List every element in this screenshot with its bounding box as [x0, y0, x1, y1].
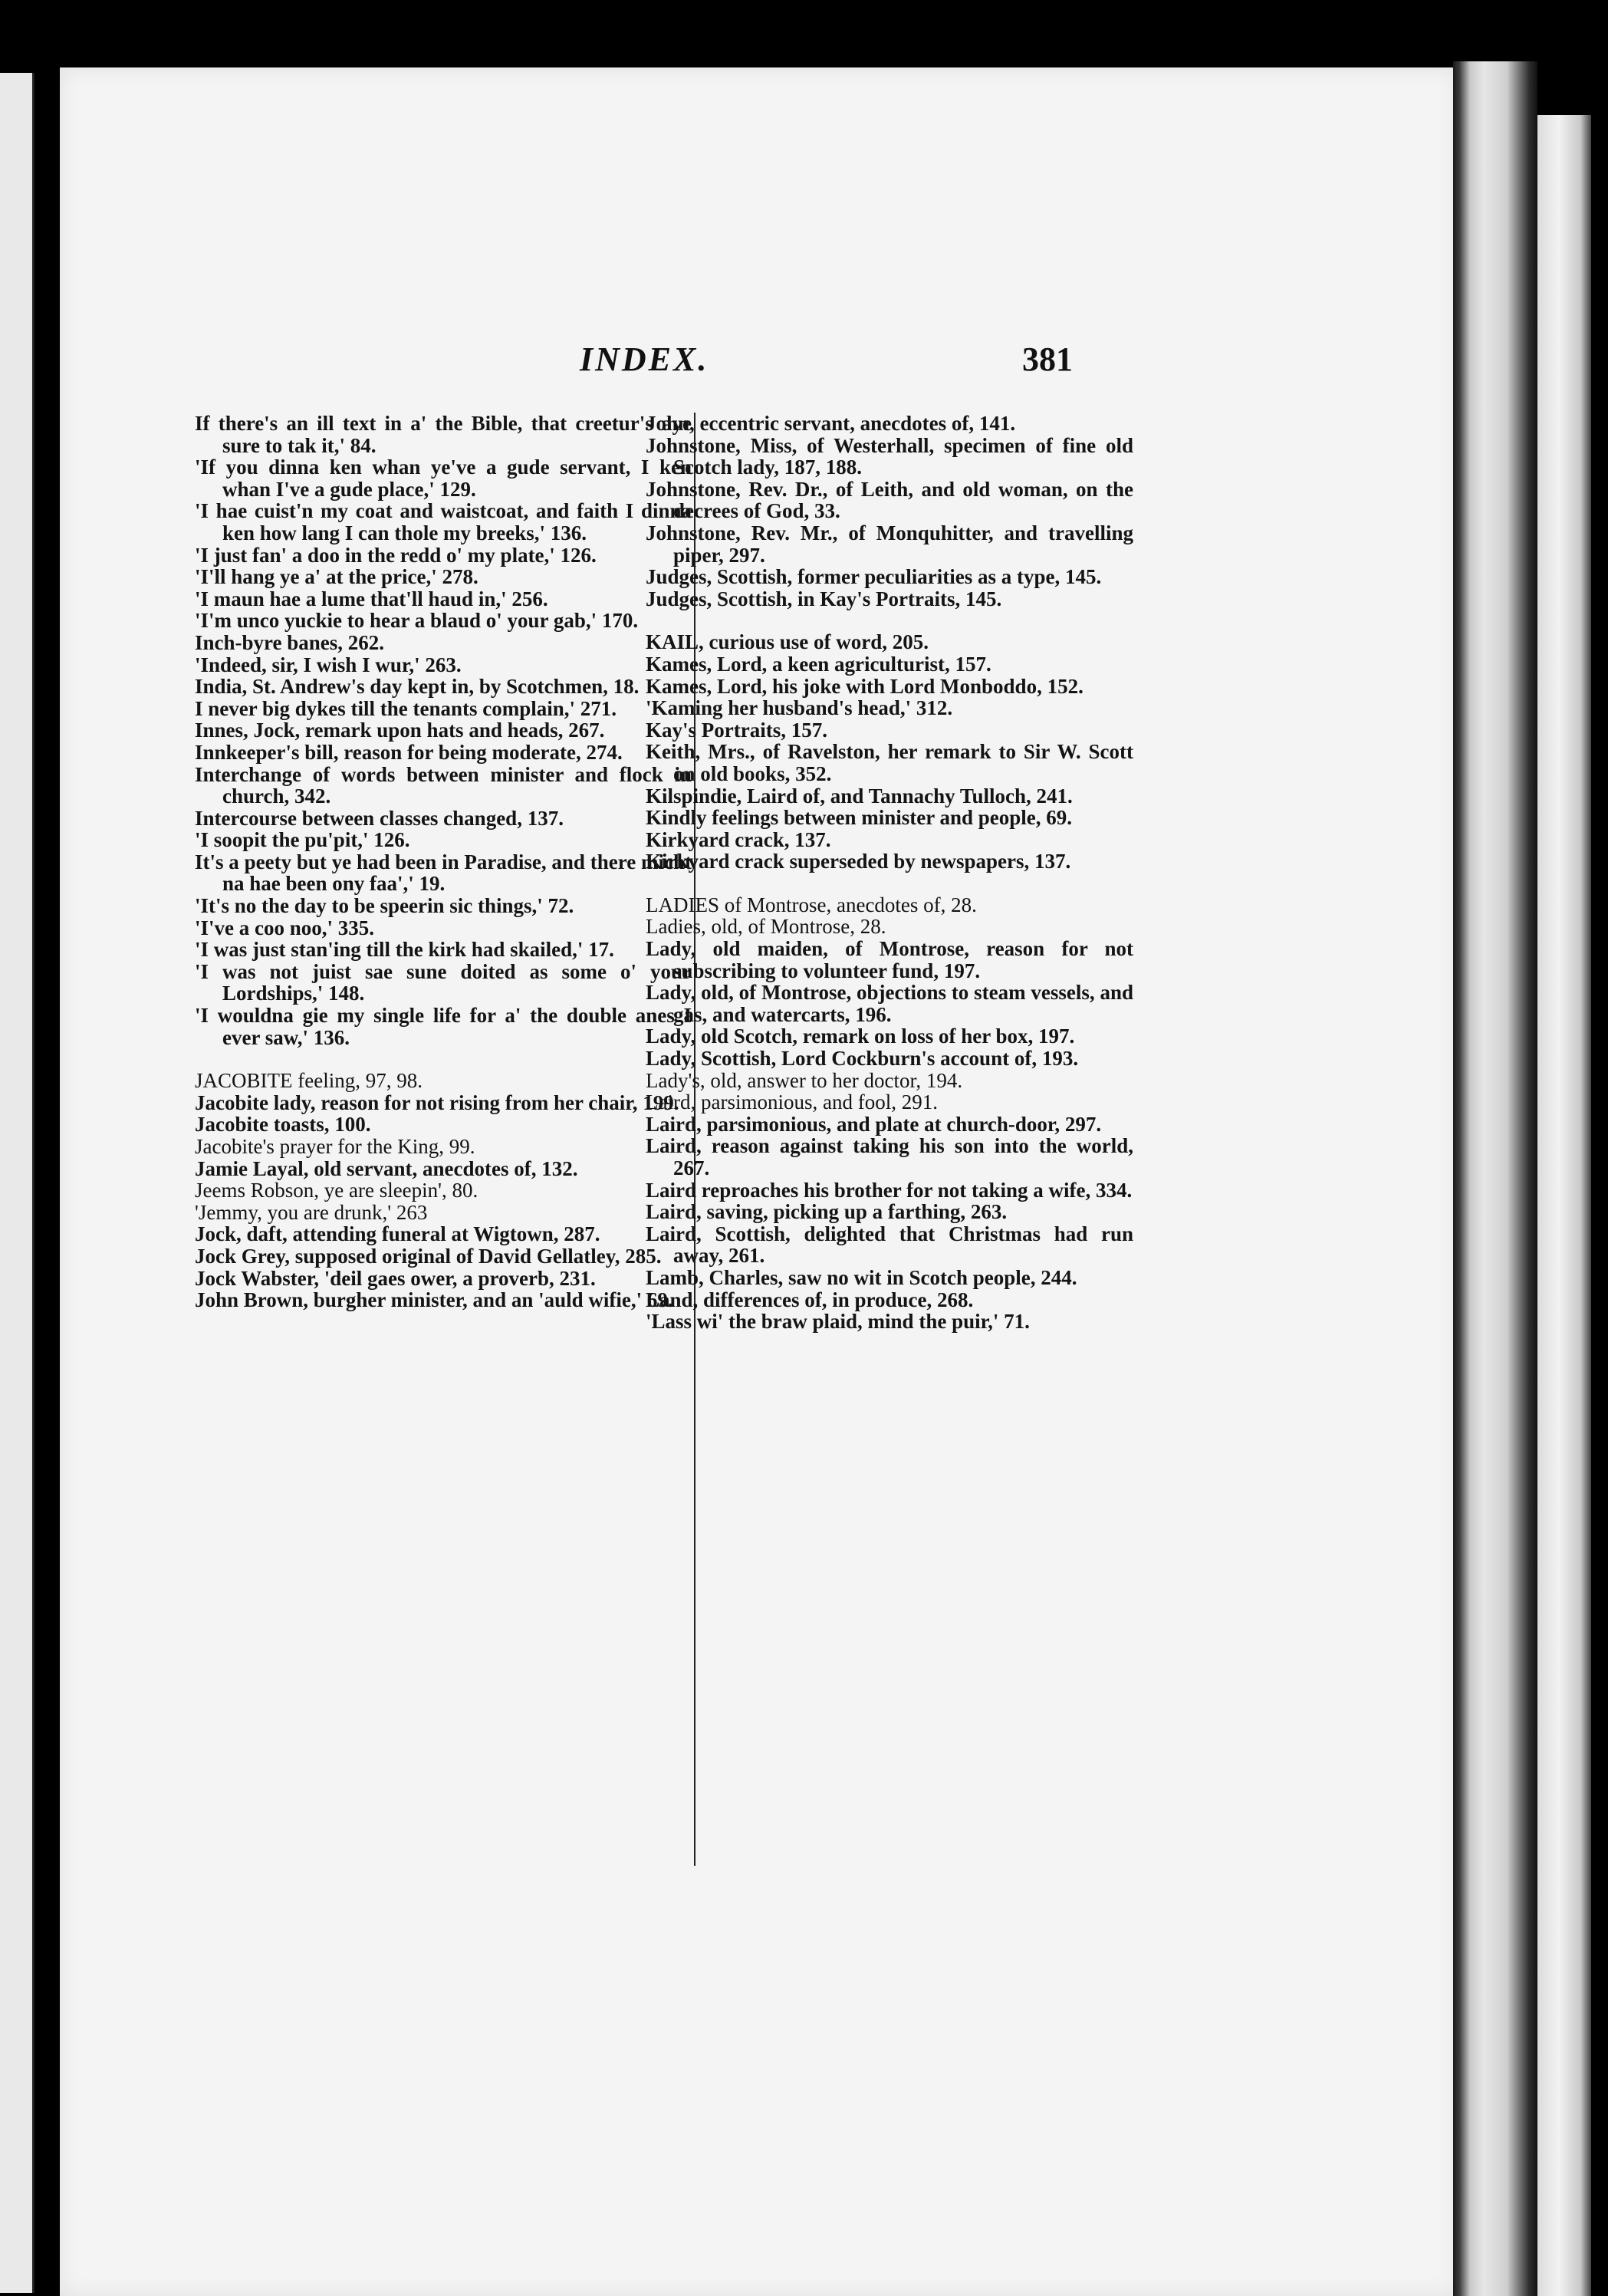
index-column-left [195, 413, 692, 1311]
section-gap [646, 873, 1133, 894]
index-entry: Lady, old maiden, of Montrose, reason for not subscribing to volunteer fund, 197. [646, 937, 1133, 982]
index-entry: John Brown, burgher minister, and an 'auld wifie,' 69. [195, 1288, 673, 1312]
index-entry: Judges, Scottish, former peculiarities as a type, 145. [646, 565, 1102, 589]
index-entry: Intercourse between classes changed, 137. [195, 806, 564, 830]
index-entry: Laird reproaches his brother for not taking a wife, 334. [646, 1178, 1133, 1202]
index-entry: Inch-byre banes, 262. [195, 630, 385, 654]
index-entry: Kirkyard crack, 137. [646, 827, 831, 851]
index-entry: If there's an ill text in a' the Bible, that creetur's aye sure to tak it,' 84. [195, 412, 692, 457]
index-entry: 'I wouldna gie my single life for a' the double anes I ever saw,' 136. [195, 1004, 692, 1049]
index-entry: Jock Wabster, 'deil gaes ower, a proverb, 231. [195, 1266, 596, 1290]
index-entry: Laird, Scottish, delighted that Christmas had run away, 261. [646, 1222, 1133, 1268]
index-entry: Judges, Scottish, in Kay's Portraits, 145. [646, 587, 1002, 610]
index-entry: 'I soopit the pu'pit,' 126. [195, 828, 410, 852]
index-entry: Lady's, old, answer to her doctor, 194. [646, 1068, 963, 1092]
index-entry: Lady, Scottish, Lord Cockburn's account of, 193. [646, 1047, 1079, 1071]
index-entry: 'I maun hae a lume that'll haud in,' 256. [195, 587, 548, 610]
index-entry: Jock, daft, attending funeral at Wigtown, 287. [195, 1222, 600, 1246]
index-entry: Laird, parsimonious, and fool, 291. [646, 1090, 938, 1114]
index-entry: 'I've a coo noo,' 335. [195, 916, 374, 939]
index-entry: LADIES of Montrose, anecdotes of, 28. [646, 893, 977, 916]
section-gap [195, 1048, 692, 1070]
index-entry: 'If you dinna ken whan ye've a gude servant, I ken whan I've a gude place,' 129. [195, 456, 692, 501]
index-entry: Lady, old, of Montrose, objections to steam vessels, and gas, and watercarts, 196. [646, 981, 1133, 1026]
index-entry: Johnstone, Miss, of Westerhall, specimen of fine old Scotch lady, 187, 188. [646, 433, 1133, 479]
index-entry: 'Jemmy, you are drunk,' 263 [195, 1200, 428, 1224]
index-entry: Jacobite toasts, 100. [195, 1113, 371, 1136]
index-entry: Laird, reason against taking his son into the world, 267. [646, 1134, 1133, 1179]
index-entry: 'I hae cuist'n my coat and waistcoat, and faith I dinna ken how lang I can thole my breeks,' 136. [195, 499, 692, 544]
index-entry: Laird, saving, picking up a farthing, 263. [646, 1200, 1008, 1224]
index-entry: Jamie Layal, old servant, anecdotes of, 132. [195, 1156, 578, 1180]
index-entry: John, eccentric servant, anecdotes of, 141. [646, 412, 1016, 435]
index-entry: It's a peety but ye had been in Paradise, and there micht na hae been ony faa',' 19. [195, 850, 692, 896]
section-gap [646, 610, 1133, 631]
book-page [60, 67, 1458, 2296]
index-entry: 'Kaming her husband's head,' 312. [646, 696, 953, 720]
index-entry: I never big dykes till the tenants complain,' 271. [195, 696, 617, 720]
index-entry: Johnstone, Rev. Mr., of Monquhitter, and travelling piper, 297. [646, 521, 1133, 567]
index-entry: 'Lass wi' the braw plaid, mind the puir,' 71. [646, 1310, 1030, 1334]
index-entry: Kames, Lord, a keen agriculturist, 157. [646, 652, 991, 676]
index-entry: 'It's no the day to be speerin sic things,' 72. [195, 894, 574, 918]
page-edges [1537, 115, 1591, 2296]
index-entry: Interchange of words between minister and flock in church, 342. [195, 762, 692, 808]
index-entry: Kilspindie, Laird of, and Tannachy Tulloch, 241. [646, 784, 1073, 808]
index-entry: 'Indeed, sir, I wish I wur,' 263. [195, 653, 462, 676]
index-entry: Kay's Portraits, 157. [646, 718, 827, 742]
index-entry: Keith, Mrs., of Ravelston, her remark to Sir W. Scott on old books, 352. [646, 740, 1133, 785]
index-entry: KAIL, curious use of word, 205. [646, 630, 929, 654]
index-entry: Lady, old Scotch, remark on loss of her box, 197. [646, 1025, 1075, 1048]
index-entry: 'I'm unco yuckie to hear a blaud o' your gab,' 170. [195, 609, 639, 633]
index-entry: Laird, parsimonious, and plate at church-door, 297. [646, 1112, 1102, 1136]
page-number: 381 [1022, 340, 1073, 378]
running-header [60, 340, 1458, 386]
index-entry: Kames, Lord, his joke with Lord Monboddo, 152. [646, 674, 1084, 698]
index-entry: 'I just fan' a doo in the redd o' my plate,' 126. [195, 543, 597, 567]
index-entry: Jock Grey, supposed original of David Gellatley, 285. [195, 1244, 662, 1268]
index-entry: Ladies, old, of Montrose, 28. [646, 915, 886, 939]
index-entry: Jacobite lady, reason for not rising from her chair, 199. [195, 1090, 679, 1114]
index-entry: Jacobite's prayer for the King, 99. [195, 1135, 475, 1158]
index-entry: JACOBITE feeling, 97, 98. [195, 1069, 423, 1093]
previous-page-edge [0, 73, 35, 2293]
index-entry: Innkeeper's bill, reason for being moderate, 274. [195, 740, 623, 764]
index-entry: Land, differences of, in produce, 268. [646, 1288, 974, 1311]
index-entry: India, St. Andrew's day kept in, by Scotchmen, 18. [195, 675, 640, 699]
page-title: INDEX. [580, 340, 709, 378]
index-entry: Jeems Robson, ye are sleepin', 80. [195, 1179, 478, 1202]
book-spine [1453, 61, 1537, 2296]
index-entry: Lamb, Charles, saw no wit in Scotch people, 244. [646, 1265, 1077, 1289]
index-entry: Kirkyard crack superseded by newspapers, 137. [646, 850, 1071, 873]
index-entry: Johnstone, Rev. Dr., of Leith, and old woman, on the decrees of God, 33. [646, 477, 1133, 523]
index-column-right [646, 413, 1133, 1333]
index-entry: 'I'll hang ye a' at the price,' 278. [195, 565, 478, 589]
index-entry: Innes, Jock, remark upon hats and heads, 267. [195, 719, 605, 742]
index-entry: 'I was not juist sae sune doited as some o' your Lordships,' 148. [195, 959, 692, 1005]
index-entry: Kindly feelings between minister and people, 69. [646, 806, 1073, 830]
index-entry: 'I was just stan'ing till the kirk had skailed,' 17. [195, 938, 614, 962]
